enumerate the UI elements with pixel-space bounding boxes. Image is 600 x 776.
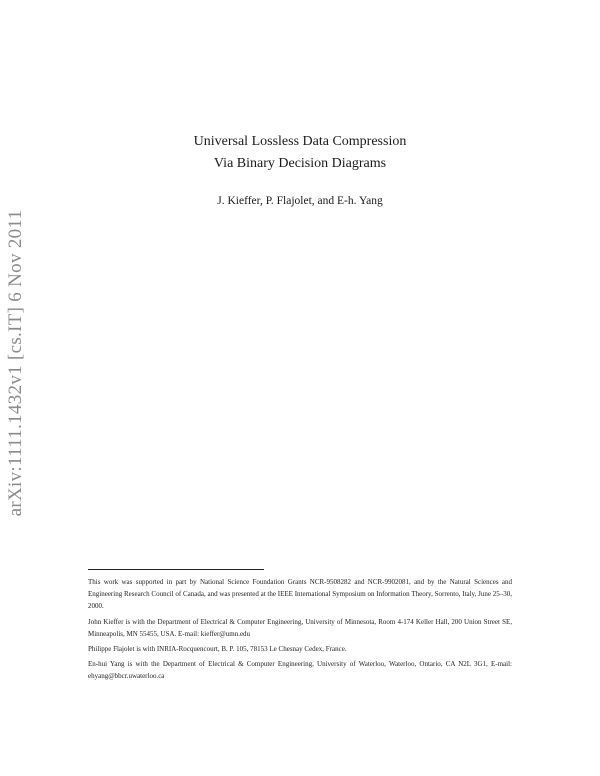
title-line-2: Via Binary Decision Diagrams (213, 156, 387, 171)
footnote-divider (88, 569, 264, 570)
title-line-1: Universal Lossless Data Compression (193, 134, 407, 149)
footnote-flajolet: Philippe Flajolet is with INRIA-Rocquencourt, B. P. 105, 78153 Le Chesnay Cedex, France. (88, 645, 347, 654)
arxiv-identifier-stamp: arXiv:1111.1432v1 [cs.IT] 6 Nov 2011 (5, 209, 26, 517)
footnote-yang: En-hui Yang is with the Department of Electrical & Computer Engineering, University of Waterloo, Waterloo, Ontario, CA N2L 3G1, E-mail: ehyang@bbcr.uwaterloo.ca (88, 660, 512, 681)
footnote-kieffer: John Kieffer is with the Department of Electrical & Computer Engineering, University of Minnesota, Room 4-174 Keller Hall, 200 Union Street SE, Minneapolis, MN 55455, USA. E-mail: kieffer@umn.edu (88, 617, 512, 638)
footnotes (88, 576, 512, 686)
paper-authors: J. Kieffer, P. Flajolet, and E-h. Yang (217, 195, 383, 207)
paper-title (0, 131, 600, 175)
footnote-funding: This work was supported in part by National Science Foundation Grants NCR-9508282 and NCR-9902081, and by the Natural Sciences and Engineering Research Council of Canada, and was presented at the IEEE International Symposium on Information Theory, Sorrento, Italy, June 25–30, 2000. (88, 578, 512, 611)
